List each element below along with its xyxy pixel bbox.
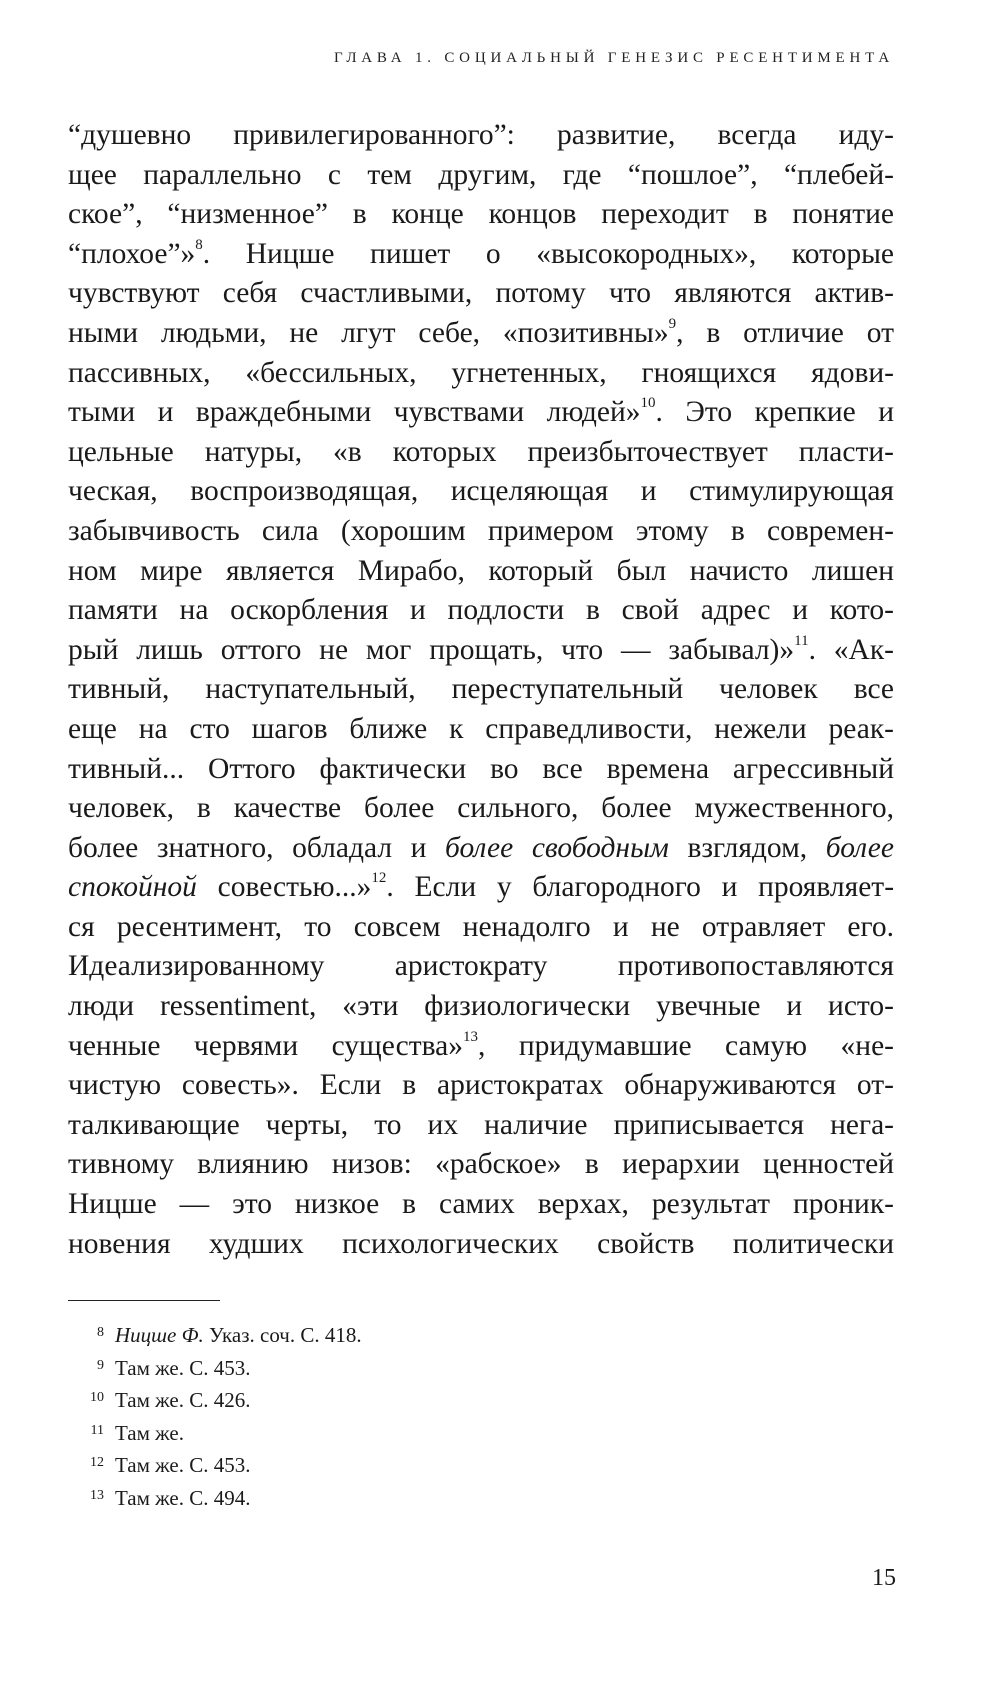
text-span: . Если у благородного и проявляет-: [386, 871, 895, 904]
footnote-text: Там же. С. 453.: [115, 1453, 251, 1477]
text-line: тивный... Оттого фактически во все времена агрессивный: [68, 752, 894, 785]
text-line: [68, 631, 894, 671]
footnote-text: Там же. С. 453.: [115, 1355, 251, 1380]
text-line: ном мире является Мирабо, который был начисто лишен: [68, 554, 894, 587]
text-line: ское”, “низменное” в конце концов переходит в понятие: [68, 198, 894, 231]
text-line: еще на сто шагов ближе к справедливости, нежели реак-: [68, 712, 894, 745]
footnote-ref[interactable]: 10: [640, 395, 656, 412]
text-line: ся ресентимент, то совсем ненадолго и не отравляет его.: [68, 910, 894, 943]
text-line: [68, 235, 894, 275]
footnote-divider: [68, 1300, 220, 1301]
footnote-text: Там же. С. 426.: [115, 1388, 251, 1412]
text-line: чистую совесть». Если в аристократах обнаруживаются от-: [68, 1069, 894, 1102]
footnote: [68, 1415, 768, 1448]
text-line: тивному влиянию низов: «рабское» в иерархии ценностей: [68, 1148, 894, 1181]
text-span: ными людьми, не лгут себе, «позитивны»: [68, 316, 669, 349]
text-line: пассивных, «бессильных, угнетенных, гноящихся ядови-: [68, 356, 894, 389]
page-number: 15: [872, 1565, 896, 1591]
text-span: более знатного, обладал и: [68, 831, 445, 864]
footnote-text: Указ. соч. С. 418.: [203, 1323, 362, 1347]
text-span: ченные червями существа»: [68, 1029, 463, 1062]
text-span: . Это крепкие и: [655, 396, 894, 429]
footnote-text: Там же.: [115, 1420, 184, 1445]
text-span: , в отличие от: [676, 316, 894, 349]
text-line: люди ressentiment, «эти физиологически увечные и исто-: [68, 990, 894, 1023]
footnote: [68, 1447, 768, 1480]
text-line: чувствуют себя счастливыми, потому что являются актив-: [68, 277, 894, 310]
footnote: [68, 1382, 768, 1415]
text-line: “душевно привилегированного”: развитие, всегда иду-: [68, 119, 894, 151]
text-line: [68, 393, 894, 433]
text-line: ческая, воспроизводящая, исцеляющая и стимулирующая: [68, 475, 894, 508]
footnote-text: Там же. С. 494.: [115, 1485, 251, 1510]
footnotes: [68, 1317, 768, 1512]
text-span: тыми и враждебными чувствами людей»: [68, 396, 641, 429]
text-span: . Ницше пишет о «высокородных», которые: [202, 237, 894, 270]
footnote-number: 10: [90, 1390, 104, 1405]
text-line: Ницше — это низкое в самих верхах, результат проник-: [68, 1188, 894, 1221]
text-span: взглядом,: [668, 831, 826, 864]
text-line: [68, 1027, 894, 1067]
text-line: тивный, наступательный, переступательный человек все: [68, 673, 894, 706]
text-line: человек, в качестве более сильного, более мужественного,: [68, 792, 894, 825]
emphasis: спокойной: [68, 871, 197, 904]
text-line: памяти на оскорбления и подлости в свой адрес и кото-: [68, 594, 894, 627]
text-line: [68, 314, 894, 354]
text-span: . «Ак-: [808, 633, 894, 666]
footnote-ref[interactable]: 12: [371, 870, 387, 887]
text-line: цельные натуры, «в которых преизбыточествует пласти-: [68, 435, 894, 468]
emphasis: более: [825, 831, 894, 864]
text-line: [68, 868, 894, 908]
footnote: [68, 1350, 768, 1383]
text-span: совестью...»: [196, 871, 372, 904]
footnote-number: 13: [90, 1487, 104, 1503]
footnote-ref[interactable]: 9: [668, 315, 677, 332]
footnote: [68, 1480, 768, 1513]
text-line: Идеализированному аристократу противопоставляются: [68, 950, 894, 983]
text-line: новения худших психологических свойств политически: [68, 1227, 894, 1260]
text-span: “плохое”»: [68, 237, 196, 270]
footnote-number: 8: [97, 1325, 104, 1340]
footnote-number: 12: [90, 1455, 104, 1470]
text-line: талкивающие черты, то их наличие приписывается нега-: [68, 1108, 894, 1141]
footnote-number: 9: [97, 1357, 104, 1373]
footnote-ref[interactable]: 8: [195, 236, 203, 253]
footnote-ref[interactable]: 13: [462, 1028, 478, 1045]
text-line: забывчивость сила (хорошим примером этому в современ-: [68, 514, 894, 547]
text-span: рый лишь оттого не мог прощать, что — забывал)»: [68, 633, 795, 666]
footnote-number: 11: [90, 1422, 104, 1438]
text-span: , придумавшие самую «не-: [477, 1029, 894, 1062]
footnote-ref[interactable]: 11: [794, 632, 809, 649]
text-line: [68, 829, 894, 869]
running-head: ГЛАВА 1. СОЦИАЛЬНЫЙ ГЕНЕЗИС РЕСЕНТИМЕНТА: [333, 50, 894, 66]
main-text: [68, 116, 894, 1264]
footnote-author: Ницше Ф.: [115, 1323, 204, 1347]
emphasis: более свободным: [445, 831, 669, 864]
footnote: [68, 1317, 768, 1350]
text-line: щее параллельно с тем другим, где “пошлое”, “плебей-: [68, 158, 894, 191]
